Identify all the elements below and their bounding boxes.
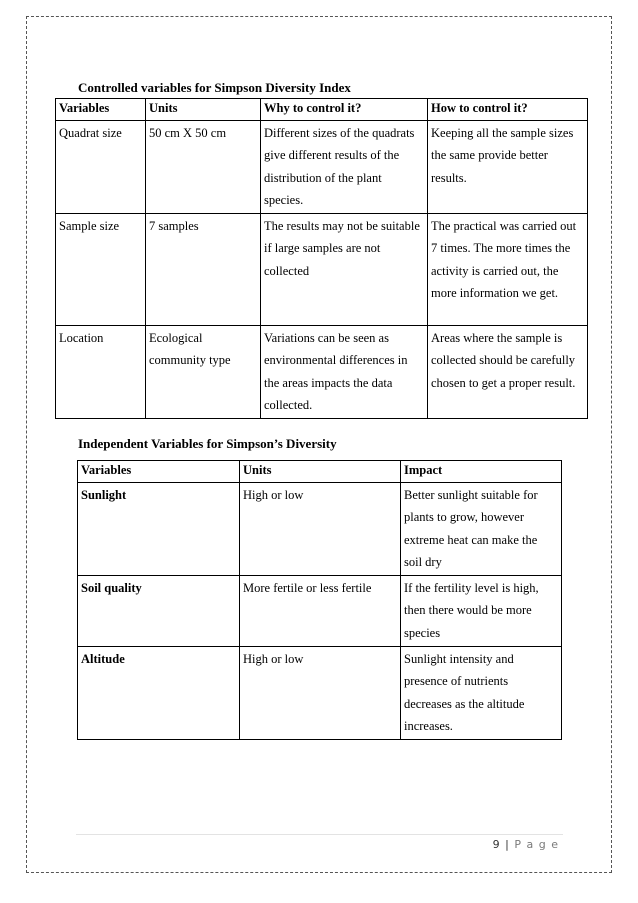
page-number: 9 xyxy=(492,838,501,851)
table-cell: High or low xyxy=(240,647,401,740)
table-row xyxy=(56,326,588,419)
controlled-variables-table xyxy=(55,98,588,419)
column-header: Impact xyxy=(401,461,562,483)
table-cell: Better sunlight suitable for plants to grow, however extreme heat can make the soil dry xyxy=(401,483,562,576)
table-cell: Sunlight intensity and presence of nutrients decreases as the altitude increases. xyxy=(401,647,562,740)
table-row xyxy=(78,576,562,647)
table-row xyxy=(56,121,588,214)
table-cell: 7 samples xyxy=(146,214,261,326)
table-cell: Ecological community type xyxy=(146,326,261,419)
independent-variables-heading: Independent Variables for Simpson’s Diversity xyxy=(78,436,337,451)
table-cell: Areas where the sample is collected should be carefully chosen to get a proper result. xyxy=(428,326,588,419)
controlled-variables-heading: Controlled variables for Simpson Diversity Index xyxy=(78,80,351,95)
independent-variables-table xyxy=(77,460,562,740)
table-header-row xyxy=(78,461,562,483)
table-cell: Soil quality xyxy=(78,576,240,647)
table-header-row xyxy=(56,99,588,121)
column-header: Variables xyxy=(56,99,146,121)
table-cell: 50 cm X 50 cm xyxy=(146,121,261,214)
table-row xyxy=(78,483,562,576)
page-footer xyxy=(493,838,559,851)
table-cell: Location xyxy=(56,326,146,419)
table-cell: Quadrat size xyxy=(56,121,146,214)
table-cell: Altitude xyxy=(78,647,240,740)
table-cell: Different sizes of the quadrats give different results of the distribution of the plant species. xyxy=(261,121,428,214)
footer-divider xyxy=(76,834,563,835)
table-cell: Keeping all the sample sizes the same provide better results. xyxy=(428,121,588,214)
column-header: Why to control it? xyxy=(261,99,428,121)
table-cell: More fertile or less fertile xyxy=(240,576,401,647)
table-cell: The practical was carried out 7 times. The more times the activity is carried out, the more information we get. xyxy=(428,214,588,326)
column-header: Units xyxy=(146,99,261,121)
table-cell: Sample size xyxy=(56,214,146,326)
column-header: Variables xyxy=(78,461,240,483)
table-cell: Variations can be seen as environmental differences in the areas impacts the data collected. xyxy=(261,326,428,419)
footer-separator: | xyxy=(505,838,510,851)
table-row xyxy=(78,647,562,740)
table-row xyxy=(56,214,588,326)
column-header: How to control it? xyxy=(428,99,588,121)
column-header: Units xyxy=(240,461,401,483)
table-cell: If the fertility level is high, then there would be more species xyxy=(401,576,562,647)
table-cell: The results may not be suitable if large samples are not collected xyxy=(261,214,428,326)
page-label: P a g e xyxy=(514,838,559,851)
table-cell: Sunlight xyxy=(78,483,240,576)
table-cell: High or low xyxy=(240,483,401,576)
